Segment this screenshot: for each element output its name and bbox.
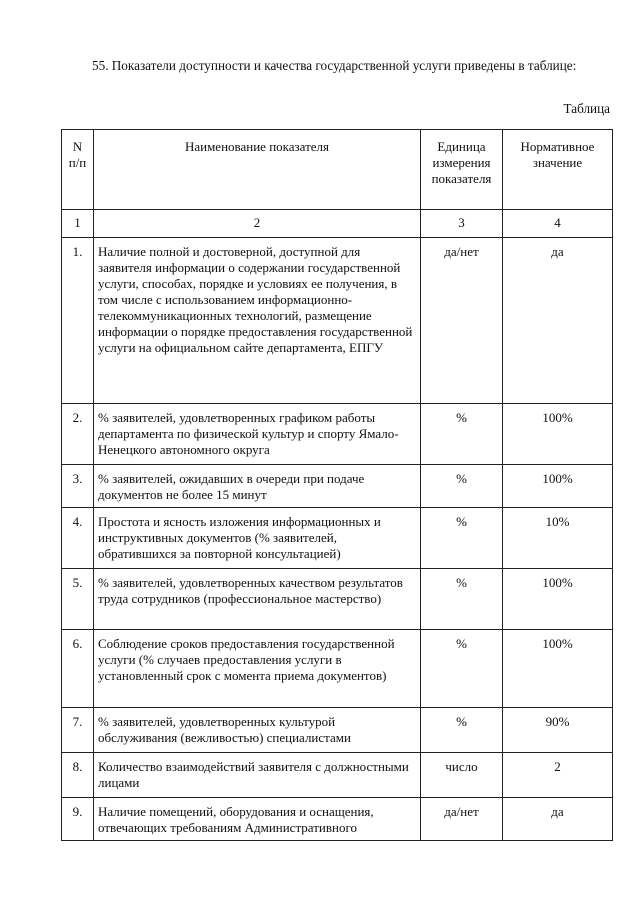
row-number: 4. (62, 508, 94, 569)
normative-value: 90% (503, 708, 613, 753)
header-unit: Единица измерения показателя (421, 130, 503, 210)
row-number: 6. (62, 630, 94, 708)
normative-value: да (503, 238, 613, 404)
normative-value: 100% (503, 465, 613, 508)
unit-of-measure: % (421, 465, 503, 508)
indicator-name: Простота и ясность изложения информационных и инструктивных документов (% заявителей, обратившихся за повторной консультацией) (94, 508, 421, 569)
indicator-name: % заявителей, удовлетворенных культурой обслуживания (вежливостью) специалистами (94, 708, 421, 753)
row-number: 7. (62, 708, 94, 753)
table-row (62, 630, 613, 708)
unit-of-measure: % (421, 630, 503, 708)
indicators-table (61, 129, 613, 841)
row-number: 5. (62, 569, 94, 630)
table-row (62, 404, 613, 465)
table-row (62, 753, 613, 798)
index-cell: 3 (421, 210, 503, 238)
indicator-name: Наличие помещений, оборудования и оснащения, отвечающих требованиям Административного (94, 798, 421, 841)
row-number: 9. (62, 798, 94, 841)
table-row (62, 798, 613, 841)
table-row (62, 708, 613, 753)
normative-value: 100% (503, 630, 613, 708)
table-header-row (62, 130, 613, 210)
indicator-name: Количество взаимодействий заявителя с должностными лицами (94, 753, 421, 798)
table-row (62, 508, 613, 569)
column-index-row (62, 210, 613, 238)
index-cell: 1 (62, 210, 94, 238)
header-num: N п/п (62, 130, 94, 210)
normative-value: 100% (503, 569, 613, 630)
normative-value: 100% (503, 404, 613, 465)
header-value: Нормативное значение (503, 130, 613, 210)
normative-value: 10% (503, 508, 613, 569)
index-cell: 2 (94, 210, 421, 238)
table-row (62, 465, 613, 508)
row-number: 8. (62, 753, 94, 798)
index-cell: 4 (503, 210, 613, 238)
indicator-name: % заявителей, удовлетворенных графиком работы департамента по физической культур и спорту Ямало-Ненецкого автономного округа (94, 404, 421, 465)
unit-of-measure: число (421, 753, 503, 798)
intro-paragraph: 55. Показатели доступности и качества государственной услуги приведены в таблице: (92, 58, 577, 73)
indicator-name: Наличие полной и достоверной, доступной для заявителя информации о содержании государственной услуги, способах, порядке и условиях ее получения, в том числе с использованием информационно-телекоммуникационных технологий, размещение информации о порядке предоставления государственной услуги на официальном сайте департамента, ЕПГУ (94, 238, 421, 404)
unit-of-measure: да/нет (421, 238, 503, 404)
table-row (62, 238, 613, 404)
unit-of-measure: % (421, 404, 503, 465)
unit-of-measure: % (421, 708, 503, 753)
indicator-name: % заявителей, ожидавших в очереди при подаче документов не более 15 минут (94, 465, 421, 508)
row-number: 3. (62, 465, 94, 508)
unit-of-measure: да/нет (421, 798, 503, 841)
header-name: Наименование показателя (94, 130, 421, 210)
indicator-name: Соблюдение сроков предоставления государственной услуги (% случаев предоставления услуги в установленный срок с момента приема документов) (94, 630, 421, 708)
table-row (62, 569, 613, 630)
row-number: 1. (62, 238, 94, 404)
normative-value: да (503, 798, 613, 841)
row-number: 2. (62, 404, 94, 465)
normative-value: 2 (503, 753, 613, 798)
indicator-name: % заявителей, удовлетворенных качеством результатов труда сотрудников (профессиональное мастерство) (94, 569, 421, 630)
unit-of-measure: % (421, 508, 503, 569)
table-caption: Таблица (563, 101, 610, 116)
unit-of-measure: % (421, 569, 503, 630)
